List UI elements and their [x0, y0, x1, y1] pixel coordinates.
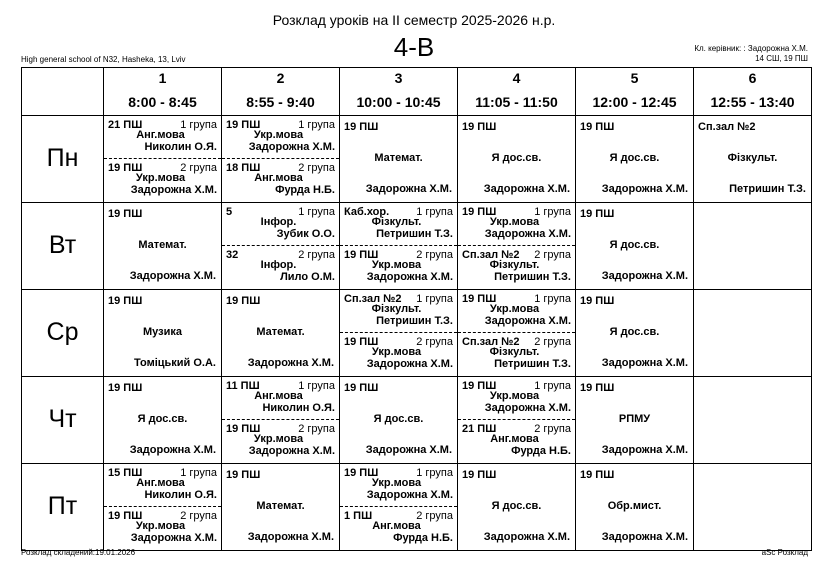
lesson-room: 15 ПШ — [108, 467, 143, 479]
lesson-subject: Укр.мова — [135, 172, 186, 184]
lesson-subject: Фізкульт. — [371, 216, 422, 228]
lesson-group: 2 група — [416, 249, 453, 261]
lesson — [576, 464, 693, 550]
lesson-teacher: Задорожна Х.М. — [248, 445, 335, 457]
lesson-group: 1 група — [416, 293, 453, 305]
group-lesson — [104, 159, 221, 202]
period-header — [458, 68, 576, 116]
group-lesson — [222, 159, 339, 202]
lesson-subject: Інфор. — [260, 259, 297, 271]
lesson-room: 18 ПШ — [226, 162, 261, 174]
lesson-cell — [222, 203, 340, 290]
lesson-subject: Фізкульт. — [489, 346, 540, 358]
day-label — [22, 464, 104, 551]
lesson-room: Каб.хор. — [344, 206, 390, 218]
lesson — [694, 116, 811, 202]
lesson-subject: Анг.мова — [254, 390, 303, 402]
lesson-subject: Математ. — [374, 152, 423, 164]
lesson — [340, 377, 457, 463]
lesson-subject: Інфор. — [260, 216, 297, 228]
lesson-subject: Анг.мова — [136, 129, 185, 141]
lesson — [104, 203, 221, 289]
lesson-room: 19 ПШ — [462, 380, 497, 392]
lesson-teacher: Задорожна Х.М. — [247, 357, 334, 369]
group-lesson — [104, 507, 221, 550]
lesson-teacher: Зубик О.О. — [276, 228, 335, 240]
group-lesson — [340, 203, 457, 245]
period-time: 10:00 - 10:45 — [356, 94, 441, 110]
group-lesson — [340, 333, 457, 376]
lesson-room: 19 ПШ — [226, 469, 261, 481]
lesson-group: 1 група — [534, 380, 571, 392]
group-lesson — [340, 246, 457, 289]
created-date: Розклад складений:19.01.2026 — [21, 548, 136, 557]
group-lesson — [458, 290, 575, 332]
lesson-subject: Укр.мова — [489, 216, 540, 228]
group-divider — [458, 419, 575, 420]
lesson-room: 19 ПШ — [462, 121, 497, 133]
group-lesson — [340, 464, 457, 506]
day-label — [22, 377, 104, 464]
group-divider — [104, 158, 221, 159]
lesson-cell — [694, 290, 812, 377]
lesson-teacher: Фурда Н.Б. — [275, 184, 335, 196]
lesson-cell — [104, 290, 222, 377]
lesson-cell — [458, 116, 576, 203]
day-label — [22, 203, 104, 290]
lesson-teacher: Задорожна Х.М. — [484, 228, 571, 240]
lesson — [576, 203, 693, 289]
lesson-room: Сп.зал №2 — [698, 121, 756, 133]
period-header — [694, 68, 812, 116]
lesson-teacher: Задорожна Х.М. — [129, 270, 216, 282]
lesson-cell — [222, 464, 340, 551]
lesson-teacher: Петришин Т.З. — [494, 358, 571, 370]
lesson-room: 19 ПШ — [344, 249, 379, 261]
group-divider — [222, 245, 339, 246]
lesson-group: 1 група — [180, 467, 217, 479]
lesson-cell — [340, 290, 458, 377]
lesson — [576, 377, 693, 463]
day-label — [22, 116, 104, 203]
lesson-cell — [694, 116, 812, 203]
day-name: Чт — [48, 405, 77, 433]
lesson-group: 1 група — [298, 380, 335, 392]
group-divider — [104, 506, 221, 507]
lesson-subject: Анг.мова — [136, 477, 185, 489]
day-name: Пн — [46, 144, 79, 172]
group-divider — [340, 245, 457, 246]
group-lesson — [458, 420, 575, 463]
period-header — [340, 68, 458, 116]
lesson-room: 19 ПШ — [108, 295, 143, 307]
group-lesson — [222, 420, 339, 463]
lesson-cell — [340, 203, 458, 290]
lesson-subject: Укр.мова — [253, 129, 304, 141]
lesson-teacher: Задорожна Х.М. — [484, 402, 571, 414]
lesson-cell — [576, 377, 694, 464]
group-divider — [222, 158, 339, 159]
lesson-teacher: Задорожна Х.М. — [366, 489, 453, 501]
lesson-teacher: Задорожна Х.М. — [130, 532, 217, 544]
lesson-room: 19 ПШ — [226, 119, 261, 131]
day-name: Вт — [48, 231, 77, 259]
lesson-teacher: Николин О.Я. — [144, 489, 217, 501]
lesson-subject: Музика — [143, 326, 182, 338]
lesson-room: 19 ПШ — [344, 382, 379, 394]
lesson-group: 2 група — [298, 162, 335, 174]
group-divider — [458, 332, 575, 333]
lesson-cell — [222, 290, 340, 377]
lesson-teacher: Задорожна Х.М. — [483, 531, 570, 543]
lesson-room: 21 ПШ — [108, 119, 143, 131]
lesson-room: Сп.зал №2 — [462, 249, 520, 261]
period-number: 6 — [748, 70, 757, 86]
lesson-teacher: Николин О.Я. — [144, 141, 217, 153]
class-name: 4-В — [393, 32, 435, 62]
lesson-teacher: Задорожна Х.М. — [483, 183, 570, 195]
lesson-subject: Я дос.св. — [609, 239, 660, 251]
lesson-cell — [694, 464, 812, 551]
group-lesson — [458, 377, 575, 419]
lesson-group: 2 група — [298, 423, 335, 435]
group-lesson — [340, 507, 457, 550]
lesson-teacher: Петришин Т.З. — [376, 228, 453, 240]
lesson-room: 11 ПШ — [226, 380, 260, 392]
group-divider — [340, 332, 457, 333]
lesson-cell — [576, 116, 694, 203]
lesson-teacher: Задорожна Х.М. — [484, 315, 571, 327]
lesson-room: 19 ПШ — [344, 467, 379, 479]
lesson-subject: Укр.мова — [489, 303, 540, 315]
lesson-subject: Я дос.св. — [609, 326, 660, 338]
lesson-cell — [576, 290, 694, 377]
lesson-teacher: Задорожна Х.М. — [129, 444, 216, 456]
lesson-room: 19 ПШ — [580, 295, 615, 307]
lesson-subject: Я дос.св. — [373, 413, 424, 425]
lesson-cell — [222, 377, 340, 464]
lesson-subject: Анг.мова — [372, 520, 421, 532]
day-name: Ср — [46, 318, 79, 346]
lesson — [222, 464, 339, 550]
lesson-subject: Укр.мова — [371, 477, 422, 489]
lesson-room: 1 ПШ — [344, 510, 373, 522]
lesson-teacher: Фурда Н.Б. — [393, 532, 453, 544]
lesson-cell — [458, 377, 576, 464]
lesson-group: 2 група — [534, 423, 571, 435]
group-lesson — [104, 464, 221, 506]
lesson-cell — [104, 203, 222, 290]
lesson-cell — [104, 464, 222, 551]
lesson-group: 1 група — [534, 293, 571, 305]
lesson-teacher: Петришин Т.З. — [376, 315, 453, 327]
period-time: 12:55 - 13:40 — [710, 94, 795, 110]
lesson-subject: Математ. — [138, 239, 187, 251]
lesson-room: 19 ПШ — [462, 469, 497, 481]
lesson-room: 5 — [226, 206, 233, 218]
group-divider — [222, 419, 339, 420]
lesson-subject: Фізкульт. — [727, 152, 778, 164]
group-lesson — [104, 116, 221, 158]
lesson-room: 21 ПШ — [462, 423, 497, 435]
lesson-teacher: Лило О.М. — [280, 271, 335, 283]
period-time: 8:55 - 9:40 — [246, 94, 315, 110]
class-teacher — [694, 44, 808, 64]
lesson-teacher: Петришин Т.З. — [494, 271, 571, 283]
lesson-teacher: Задорожна Х.М. — [248, 141, 335, 153]
lesson-cell — [458, 203, 576, 290]
period-header — [222, 68, 340, 116]
class-teacher-room: 14 СШ, 19 ПШ — [755, 54, 808, 63]
group-lesson — [340, 290, 457, 332]
lesson-teacher: Задорожна Х.М. — [130, 184, 217, 196]
lesson-teacher: Задорожна Х.М. — [601, 357, 688, 369]
lesson-room: Сп.зал №2 — [344, 293, 402, 305]
lesson-cell — [576, 203, 694, 290]
timetable-grid — [21, 67, 812, 551]
lesson-cell — [104, 377, 222, 464]
lesson-teacher: Задорожна Х.М. — [247, 531, 334, 543]
lesson-subject: Фізкульт. — [489, 259, 540, 271]
period-number: 4 — [512, 70, 521, 86]
lesson-cell — [458, 464, 576, 551]
lesson-cell — [340, 116, 458, 203]
lesson-room: 19 ПШ — [226, 423, 261, 435]
lesson-cell — [694, 203, 812, 290]
lesson-subject: Укр.мова — [135, 520, 186, 532]
lesson-room: 19 ПШ — [462, 206, 497, 218]
lesson-room: 19 ПШ — [344, 336, 379, 348]
lesson-cell — [104, 116, 222, 203]
lesson — [458, 464, 575, 550]
lesson-room: 19 ПШ — [108, 162, 143, 174]
period-time: 8:00 - 8:45 — [128, 94, 197, 110]
lesson-cell — [340, 464, 458, 551]
brand-label: aSc Розклад — [761, 548, 808, 557]
lesson-group: 2 група — [298, 249, 335, 261]
lesson-teacher: Задорожна Х.М. — [601, 444, 688, 456]
lesson-cell — [340, 377, 458, 464]
lesson-group: 2 група — [416, 510, 453, 522]
group-lesson — [458, 203, 575, 245]
lesson-room: 19 ПШ — [108, 510, 143, 522]
group-lesson — [222, 203, 339, 245]
period-header — [104, 68, 222, 116]
lesson-subject: Я дос.св. — [491, 152, 542, 164]
period-number: 2 — [276, 70, 285, 86]
lesson-cell — [458, 290, 576, 377]
lesson-subject: РПМУ — [618, 413, 651, 425]
lesson — [340, 116, 457, 202]
lesson-group: 1 група — [416, 206, 453, 218]
period-number: 3 — [394, 70, 403, 86]
lesson-teacher: Фурда Н.Б. — [511, 445, 571, 457]
lesson-room: 19 ПШ — [580, 121, 615, 133]
lesson-subject: Математ. — [256, 326, 305, 338]
lesson-subject: Укр.мова — [371, 259, 422, 271]
lesson-group: 1 група — [180, 119, 217, 131]
lesson-room: 19 ПШ — [580, 469, 615, 481]
lesson-subject: Укр.мова — [253, 433, 304, 445]
lesson — [458, 116, 575, 202]
lesson-subject: Я дос.св. — [491, 500, 542, 512]
lesson-teacher: Задорожна Х.М. — [366, 271, 453, 283]
lesson-group: 1 група — [534, 206, 571, 218]
lesson-teacher: Задорожна Х.М. — [601, 183, 688, 195]
lesson-room: 19 ПШ — [580, 382, 615, 394]
group-divider — [458, 245, 575, 246]
lesson-teacher: Задорожна Х.М. — [601, 531, 688, 543]
lesson-room: 19 ПШ — [462, 293, 497, 305]
lesson-room: 19 ПШ — [580, 208, 615, 220]
lesson-teacher: Томіцький О.А. — [133, 357, 216, 369]
lesson-subject: Фізкульт. — [371, 303, 422, 315]
lesson — [576, 290, 693, 376]
lesson-teacher: Задорожна Х.М. — [365, 183, 452, 195]
lesson-room: 19 ПШ — [344, 121, 379, 133]
grid-corner — [22, 68, 104, 116]
period-number: 1 — [158, 70, 167, 86]
lesson-subject: Укр.мова — [489, 390, 540, 402]
lesson-group: 2 група — [180, 510, 217, 522]
lesson-cell — [222, 116, 340, 203]
school-name: High general school of N32, Hasheka, 13, Lviv — [21, 55, 186, 64]
lesson — [104, 377, 221, 463]
lesson-subject: Укр.мова — [371, 346, 422, 358]
period-header — [576, 68, 694, 116]
day-label — [22, 290, 104, 377]
lesson-room: 32 — [226, 249, 239, 261]
lesson-cell — [576, 464, 694, 551]
lesson-room: 19 ПШ — [108, 208, 143, 220]
lesson-group: 1 група — [298, 206, 335, 218]
lesson-subject: Обр.мист. — [607, 500, 662, 512]
lesson-group: 2 група — [180, 162, 217, 174]
lesson-group: 2 група — [534, 336, 571, 348]
lesson — [104, 290, 221, 376]
lesson-subject: Анг.мова — [254, 172, 303, 184]
lesson — [576, 116, 693, 202]
lesson-group: 2 група — [416, 336, 453, 348]
period-time: 12:00 - 12:45 — [592, 94, 677, 110]
lesson-subject: Я дос.св. — [137, 413, 188, 425]
lesson-subject: Я дос.св. — [609, 152, 660, 164]
lesson-group: 2 група — [534, 249, 571, 261]
group-lesson — [222, 116, 339, 158]
lesson — [222, 290, 339, 376]
lesson-cell — [694, 377, 812, 464]
lesson-teacher: Задорожна Х.М. — [365, 444, 452, 456]
group-lesson — [222, 377, 339, 419]
group-lesson — [458, 246, 575, 289]
period-time: 11:05 - 11:50 — [475, 94, 558, 110]
lesson-teacher: Задорожна Х.М. — [366, 358, 453, 370]
lesson-group: 1 група — [416, 467, 453, 479]
lesson-teacher: Задорожна Х.М. — [601, 270, 688, 282]
group-lesson — [458, 333, 575, 376]
lesson-group: 1 група — [298, 119, 335, 131]
group-lesson — [222, 246, 339, 289]
period-number: 5 — [630, 70, 639, 86]
lesson-teacher: Петришин Т.З. — [729, 183, 806, 195]
day-name: Пт — [47, 492, 78, 520]
group-divider — [340, 506, 457, 507]
lesson-room: 19 ПШ — [226, 295, 261, 307]
lesson-room: 19 ПШ — [108, 382, 143, 394]
lesson-subject: Математ. — [256, 500, 305, 512]
lesson-room: Сп.зал №2 — [462, 336, 520, 348]
class-teacher-label: Кл. керівник: : Задорожна Х.М. — [694, 44, 808, 53]
lesson-teacher: Николин О.Я. — [262, 402, 335, 414]
lesson-subject: Анг.мова — [490, 433, 539, 445]
schedule-title: Розклад уроків на ІІ семестр 2025-2026 н.р. — [272, 12, 556, 28]
